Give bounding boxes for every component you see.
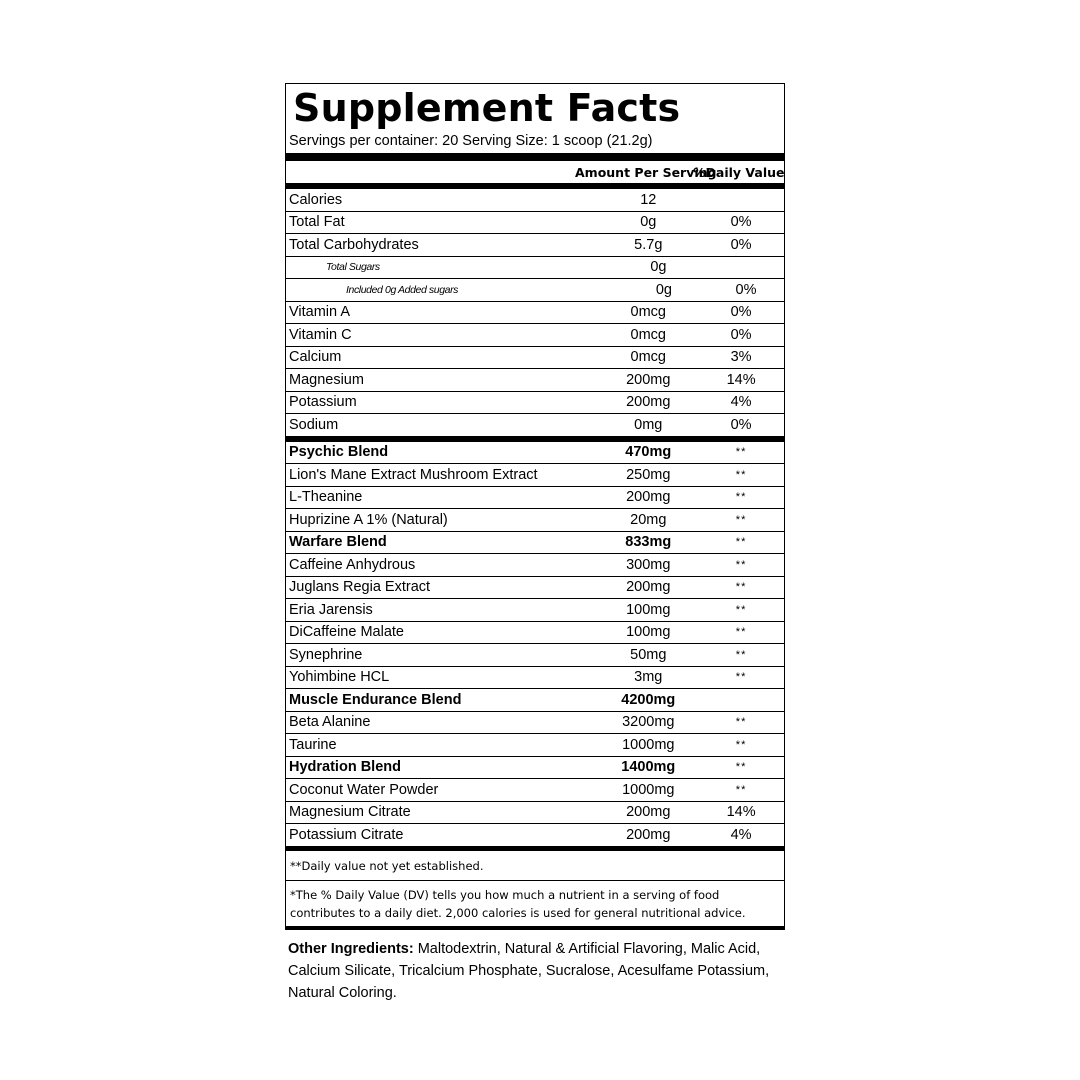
blend-dv: ** xyxy=(735,648,747,661)
nutrient-amount: 0mg xyxy=(634,416,663,433)
nutrient-row xyxy=(286,391,784,414)
daily-value-header: %Daily Value xyxy=(693,164,785,180)
blend-dv: ** xyxy=(735,716,747,729)
other-ingredients-label: Other Ingredients: xyxy=(288,941,414,957)
blend-amount: 250mg xyxy=(626,466,671,483)
blend-name: Taurine xyxy=(289,736,337,753)
blend-row xyxy=(286,598,784,621)
blend-row xyxy=(286,531,784,554)
blend-row xyxy=(286,823,784,846)
nutrient-name: Vitamin C xyxy=(289,326,352,343)
blend-row xyxy=(286,441,784,464)
blend-name: Lion's Mane Extract Mushroom Extract xyxy=(289,466,538,483)
blend-dv: 4% xyxy=(730,826,752,843)
blend-amount: 200mg xyxy=(626,579,671,596)
divider-bottom xyxy=(286,926,784,929)
blend-name: Juglans Regia Extract xyxy=(289,579,431,596)
nutrient-amount: 0mcg xyxy=(630,326,666,343)
blend-amount: 50mg xyxy=(630,646,667,663)
supplement-facts-label xyxy=(285,83,785,930)
nutrient-row xyxy=(286,346,784,369)
label-title: Supplement Facts xyxy=(293,86,681,130)
nutrient-dv: 0% xyxy=(730,326,752,343)
blend-name: Potassium Citrate xyxy=(289,826,404,843)
blend-name: Caffeine Anhydrous xyxy=(289,556,416,573)
blend-amount: 200mg xyxy=(626,489,671,506)
blend-row xyxy=(286,463,784,486)
blend-dv: ** xyxy=(735,446,747,459)
other-ingredients-text: Maltodextrin, Natural & Artificial Flavoring, Malic Acid, Calcium Silicate, Tricalcium Phosphate, Sucralose, Acesulfame Potassium, Natural Coloring. xyxy=(288,941,770,1001)
blend-dv: ** xyxy=(735,581,747,594)
nutrient-row xyxy=(286,211,784,234)
blend-name: Beta Alanine xyxy=(289,714,371,731)
nutrient-dv: 3% xyxy=(730,349,752,366)
blend-amount: 200mg xyxy=(626,826,671,843)
amount-header: Amount Per Serving xyxy=(575,164,717,180)
divider-thick xyxy=(286,153,784,160)
blend-row xyxy=(286,553,784,576)
nutrient-row xyxy=(286,323,784,346)
blend-amount: 470mg xyxy=(625,444,672,461)
blend-dv: ** xyxy=(735,761,747,774)
blend-row xyxy=(286,643,784,666)
blend-name: Warfare Blend xyxy=(289,534,387,551)
footnote-dv-explanation xyxy=(286,881,784,926)
nutrient-name: Total Sugars xyxy=(326,261,380,274)
blend-amount: 100mg xyxy=(626,601,671,618)
nutrient-dv: 0% xyxy=(730,304,752,321)
nutrient-dv: 0% xyxy=(730,236,752,253)
blend-amount: 20mg xyxy=(630,511,667,528)
nutrient-name: Calcium xyxy=(289,349,342,366)
blend-row xyxy=(286,621,784,644)
blend-name: Synephrine xyxy=(289,646,363,663)
nutrient-row xyxy=(286,188,784,211)
blend-dv: ** xyxy=(735,603,747,616)
blend-name: Coconut Water Powder xyxy=(289,781,439,798)
blend-name: Magnesium Citrate xyxy=(289,804,411,821)
blend-dv: ** xyxy=(735,513,747,526)
blend-row xyxy=(286,688,784,711)
nutrient-name: Calories xyxy=(289,191,343,208)
nutrient-row xyxy=(286,256,784,279)
blend-amount: 1400mg xyxy=(621,759,676,776)
blend-row xyxy=(286,711,784,734)
nutrient-name: Included 0g Added sugars xyxy=(346,283,459,296)
nutrient-row xyxy=(286,368,784,391)
blend-dv: ** xyxy=(735,738,747,751)
footnote-daily-value: **Daily value not yet established. xyxy=(286,851,784,881)
nutrient-amount: 0g xyxy=(655,281,672,298)
blend-name: Yohimbine HCL xyxy=(289,669,390,686)
blend-dv: ** xyxy=(735,783,747,796)
footnote-line: contributes to a daily diet. 2,000 calories is used for general nutritional advice. xyxy=(290,905,746,920)
column-header-row xyxy=(286,160,784,183)
nutrient-dv: 4% xyxy=(730,394,752,411)
nutrient-amount: 0mcg xyxy=(630,349,666,366)
nutrient-row xyxy=(286,301,784,324)
blend-amount: 1000mg xyxy=(622,781,675,798)
nutrient-amount: 5.7g xyxy=(634,236,663,253)
blend-amount: 100mg xyxy=(626,624,671,641)
blend-dv: ** xyxy=(735,558,747,571)
blend-amount: 200mg xyxy=(626,804,671,821)
nutrient-amount: 200mg xyxy=(626,371,671,388)
blend-row xyxy=(286,486,784,509)
blend-name: L-Theanine xyxy=(289,489,363,506)
blend-dv: ** xyxy=(735,468,747,481)
blend-dv: 14% xyxy=(726,804,756,821)
nutrient-name: Vitamin A xyxy=(289,304,350,321)
nutrient-table xyxy=(286,188,784,436)
other-ingredients xyxy=(288,938,788,1004)
nutrient-row xyxy=(286,413,784,436)
blend-row xyxy=(286,508,784,531)
blend-row xyxy=(286,801,784,824)
nutrient-amount: 12 xyxy=(640,191,657,208)
blend-name: DiCaffeine Malate xyxy=(289,624,404,641)
nutrient-name: Total Fat xyxy=(289,214,345,231)
blend-amount: 3mg xyxy=(634,669,663,686)
blend-row xyxy=(286,733,784,756)
nutrient-amount: 0mcg xyxy=(630,304,666,321)
blend-amount: 833mg xyxy=(625,534,672,551)
blend-row xyxy=(286,576,784,599)
blend-name: Huprizine A 1% (Natural) xyxy=(289,511,448,528)
blend-amount: 4200mg xyxy=(621,691,676,708)
nutrient-amount: 0g xyxy=(650,259,667,276)
blend-row xyxy=(286,778,784,801)
blend-dv: ** xyxy=(735,626,747,639)
nutrient-row xyxy=(286,233,784,256)
blend-dv: ** xyxy=(735,671,747,684)
footnote-line: *The % Daily Value (DV) tells you how much a nutrient in a serving of food xyxy=(290,887,720,902)
nutrient-dv: 14% xyxy=(726,371,756,388)
blend-amount: 300mg xyxy=(626,556,671,573)
blend-amount: 1000mg xyxy=(622,736,675,753)
blend-dv: ** xyxy=(735,491,747,504)
blend-name: Eria Jarensis xyxy=(289,601,373,618)
nutrient-amount: 200mg xyxy=(626,394,671,411)
blend-name: Muscle Endurance Blend xyxy=(289,691,462,708)
nutrient-name: Sodium xyxy=(289,416,339,433)
nutrient-name: Total Carbohydrates xyxy=(289,236,419,253)
nutrient-dv: 0% xyxy=(730,416,752,433)
blend-dv: ** xyxy=(735,536,747,549)
blend-name: Hydration Blend xyxy=(289,759,401,776)
blend-row xyxy=(286,666,784,689)
blend-amount: 3200mg xyxy=(622,714,675,731)
blend-table xyxy=(286,441,784,846)
blend-name: Psychic Blend xyxy=(289,444,389,461)
nutrient-dv: 0% xyxy=(730,214,752,231)
blend-row xyxy=(286,756,784,779)
serving-info: Servings per container: 20 Serving Size: 1 scoop (21.2g) xyxy=(289,133,653,149)
nutrient-dv: 0% xyxy=(735,281,757,298)
nutrient-amount: 0g xyxy=(640,214,657,231)
nutrient-name: Magnesium xyxy=(289,371,364,388)
nutrient-row xyxy=(286,278,784,301)
nutrient-name: Potassium xyxy=(289,394,357,411)
